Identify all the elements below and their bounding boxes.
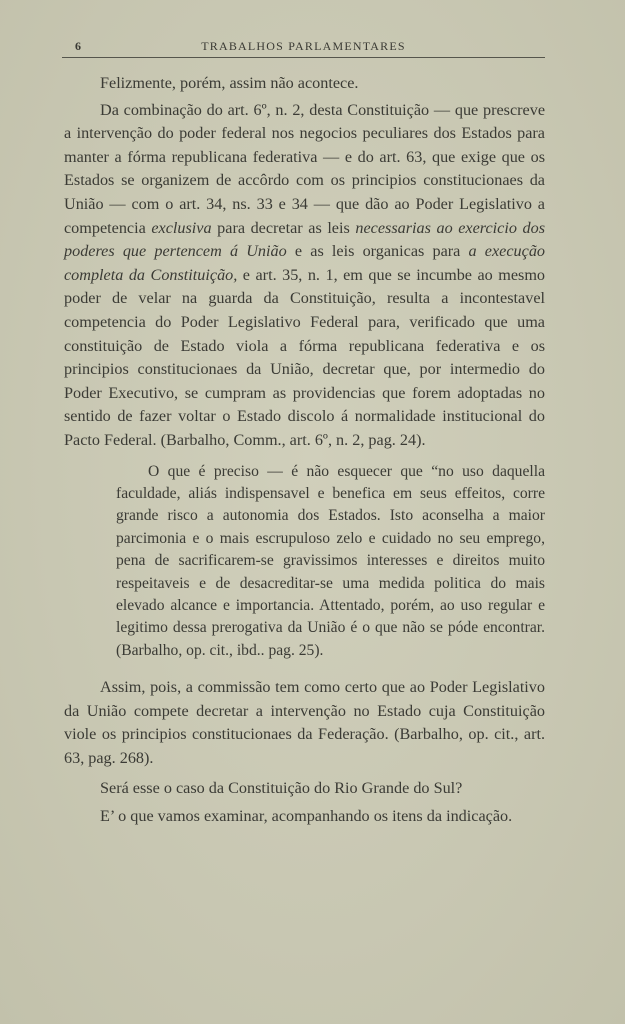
italic-execucao: a execução completa da Constituição, bbox=[64, 242, 546, 284]
paragraph-combination-part-b: para decretar as leis bbox=[211, 218, 356, 237]
paragraph-intro: Felizmente, porém, assim não acontece. bbox=[100, 74, 359, 92]
paragraph-question: Será esse o caso da Constituição do Rio Grande do Sul? bbox=[100, 778, 463, 797]
paragraph-combination-part-a: Da combinação do art. 6º, n. 2, desta Constituição — que prescreve a intervenção do poder federal nos negocios peculiares dos Estados para manter a fórma republicana federativa — e do art. 63, que exige que os Estados se organizem de accôrdo com os principios constitucionaes da União — com o art. 34, ns. 33 e 34 — que dão ao Poder Legislativo a competencia bbox=[64, 100, 545, 237]
italic-necessarias: necessarias ao exercicio dos poderes que pertencem á União bbox=[64, 218, 545, 261]
block-quote: O que é preciso — é não esquecer que “no uso daquella faculdade, aliás indispensavel e benefica em seus effeitos, corre grande risco a autonomia dos Estados. Isto aconselha a maior parcimonia e o mais escrupuloso zelo e cuidado no seu emprego, pena de sacrificarem-se gravissimos interesses e direitos muito respeitaveis e de desacreditar-se uma medida politica do mais elevado alcance e importancia. Attentado, porém, ao uso regular e legitimo dessa prerogativa da União é o que não se póde encontrar. (Barbalho, op. cit., ibd.. pag. 25). bbox=[116, 462, 545, 659]
header-rule bbox=[62, 57, 545, 58]
paragraph-combination bbox=[64, 99, 545, 453]
page-number: 6 bbox=[75, 39, 81, 53]
page-header bbox=[62, 36, 545, 58]
paragraph-closing: E’ o que vamos examinar, acompanhando os itens da indicação. bbox=[100, 807, 513, 826]
paragraph-combination-part-c: e as leis organicas para bbox=[286, 242, 469, 261]
paragraph-combination-part-d: e art. 35, n. 1, em que se incumbe ao mesmo poder de velar na guarda da Constituição, resulta a incontestavel competencia do Poder Legislativo Federal para, verificado que uma constituição de Estado viola a fórma republicana federativa e os principios constitucionaes da União, decretar que, por intermedio do Poder Executivo, se cumpram as providencias que forem adoptadas no sentido de fazer voltar o Estado discolo á normalidade institucional do Pacto Federal. (Barbalho, Comm., art. 6º, n. 2, pag. 24). bbox=[64, 265, 546, 449]
body-text bbox=[64, 72, 545, 829]
paragraph-commission: Assim, pois, a commissão tem como certo que ao Poder Legislativo da União compete decretar a intervenção no Estado cuja Constituição viole os principios constitucionaes da Federação. (Barbalho, op. cit., art. 63, pag. 268). bbox=[64, 678, 545, 767]
running-head: TRABALHOS PARLAMENTARES bbox=[201, 39, 406, 53]
italic-exclusiva: exclusiva bbox=[151, 218, 212, 237]
